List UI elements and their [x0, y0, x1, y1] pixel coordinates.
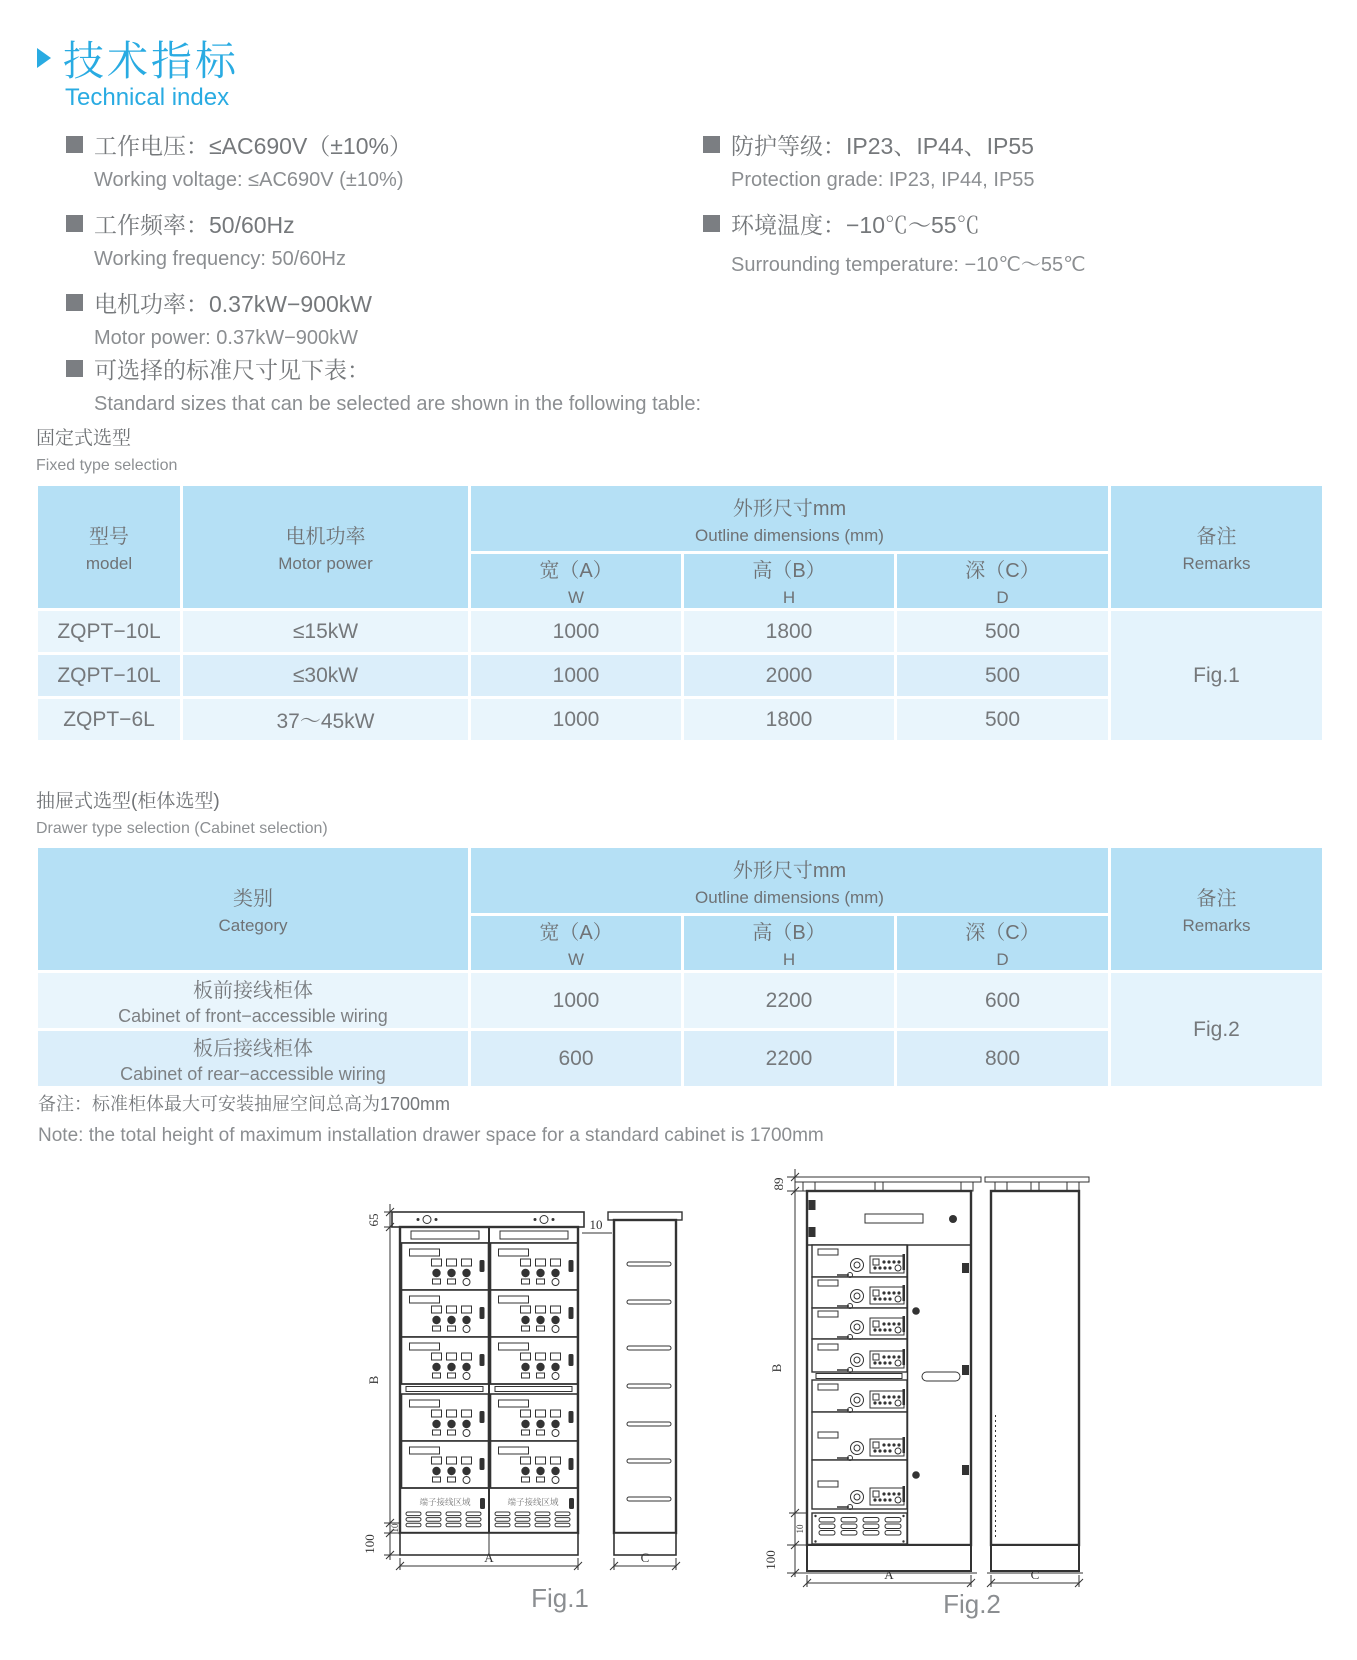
fig2-dim-width: A: [884, 1567, 894, 1582]
cell-height: 1800: [683, 610, 896, 654]
spec-zh-text: 防护等级：IP23、IP44、IP55: [731, 132, 1034, 159]
cell-width: 1000: [470, 698, 683, 742]
footnote: [38, 1090, 824, 1147]
cell-category: 板后接线柜体 Cabinet of rear−accessible wiring: [37, 1030, 470, 1088]
fig2-caption: Fig.2: [943, 1589, 1001, 1619]
table-row: [37, 972, 1324, 1030]
section-label-zh: 抽屉式选型(柜体选型): [36, 791, 220, 812]
fig1-dim-cap: 65: [366, 1213, 381, 1227]
col-header-height: 高（B） H: [683, 915, 896, 972]
section-label-zh: 固定式选型: [36, 428, 132, 449]
spec-item-temperature: [703, 207, 1333, 277]
col-header-model: 型号 model: [37, 485, 182, 610]
cell-depth: 600: [896, 972, 1110, 1030]
fig1-side-view: [608, 1212, 682, 1555]
spec-en-text: Working voltage: ≤AC690V (±10%): [94, 169, 404, 191]
spec-zh-text: 工作电压：≤AC690V（±10%）: [94, 132, 412, 159]
fig2-side-view: [985, 1177, 1089, 1573]
section-arrow-icon: [37, 48, 51, 68]
fig1-terminal-label: 端子接线区域: [419, 1497, 471, 1507]
cell-depth: 500: [896, 610, 1110, 654]
square-bullet-icon: [703, 136, 720, 153]
spec-item-voltage: [66, 128, 686, 192]
col-header-remarks: 备注 Remarks: [1110, 485, 1324, 610]
fig1-dim-top-right: 10: [589, 1217, 603, 1232]
spec-list-right: [703, 128, 1333, 292]
col-header-height: 高（B） H: [683, 553, 896, 610]
fig1-front-view: [392, 1212, 584, 1555]
col-header-dimensions: 外形尺寸mm Outline dimensions (mm): [470, 485, 1110, 553]
section-label-en: Drawer type selection (Cabinet selection): [36, 820, 328, 837]
square-bullet-icon: [66, 215, 83, 232]
spec-en-text: Working frequency: 50/60Hz: [94, 248, 346, 270]
fig2-drawing: [715, 1115, 1095, 1593]
fig2-front-view: [795, 1177, 981, 1573]
fixed-table-section-label: [36, 423, 177, 475]
square-bullet-icon: [66, 294, 83, 311]
footnote-zh: 备注：标准柜体最大可安装抽屉空间总高为1700mm: [38, 1094, 451, 1114]
cell-depth: 500: [896, 654, 1110, 698]
spec-zh-text: 电机功率：0.37kW−900kW: [94, 290, 372, 317]
cell-model: ZQPT−10L: [37, 654, 182, 698]
sizes-note-zh: 可选择的标准尺寸见下表：: [94, 356, 370, 383]
drawer-table-section-label: [36, 786, 328, 838]
fig1-dim-depth: C: [640, 1550, 650, 1565]
fig2-dim-cap: 89: [771, 1177, 786, 1191]
fig1-dim-height: B: [366, 1375, 381, 1385]
spec-en-text: Surrounding temperature: −10℃～55℃: [731, 254, 1086, 276]
fig2-dim-base: 100: [763, 1550, 778, 1570]
cell-height: 2000: [683, 654, 896, 698]
col-header-power: 电机功率 Motor power: [182, 485, 470, 610]
fig1-dim-width: A: [484, 1550, 494, 1565]
fig1-dim-base: 100: [362, 1534, 377, 1554]
spec-item-motor-power: [66, 286, 686, 350]
cell-power: ≤30kW: [182, 654, 470, 698]
cell-power: ≤15kW: [182, 610, 470, 654]
page-title-en: Technical index: [65, 84, 230, 111]
fig1-drawing: [330, 1198, 690, 1583]
fig1-caption: Fig.1: [531, 1583, 589, 1613]
section-label-en: Fixed type selection: [36, 457, 178, 474]
spec-list-left: [66, 128, 686, 365]
footnote-en: Note: the total height of maximum installation drawer space for a standard cabinet is 1700mm: [38, 1125, 824, 1146]
col-header-width: 宽（A） W: [470, 915, 683, 972]
fig1-terminal-label: 端子接线区域: [507, 1497, 559, 1507]
col-header-remarks: 备注 Remarks: [1110, 847, 1324, 972]
cell-model: ZQPT−10L: [37, 610, 182, 654]
sizes-note-en: Standard sizes that can be selected are shown in the following table:: [94, 393, 702, 415]
cell-width: 600: [470, 1030, 683, 1088]
fig1-dim-small: 10: [390, 1523, 400, 1533]
fig2-dim-height: B: [769, 1363, 784, 1373]
cell-depth: 800: [896, 1030, 1110, 1088]
cell-remarks: Fig.2: [1110, 972, 1324, 1088]
spec-item-protection: [703, 128, 1333, 192]
square-bullet-icon: [66, 136, 83, 153]
cell-height: 2200: [683, 972, 896, 1030]
fig2-dim-small: 10: [795, 1524, 805, 1534]
cell-depth: 500: [896, 698, 1110, 742]
col-header-dimensions: 外形尺寸mm Outline dimensions (mm): [470, 847, 1110, 915]
cell-power: 37～45kW: [182, 698, 470, 742]
col-header-depth: 深（C） D: [896, 915, 1110, 972]
page-title-zh: 技术指标: [63, 38, 239, 84]
spec-zh-text: 环境温度：−10℃～55℃: [731, 211, 980, 238]
fig2-dim-depth: C: [1030, 1567, 1040, 1582]
cell-category: 板前接线柜体 Cabinet of front−accessible wiring: [37, 972, 470, 1030]
cell-width: 1000: [470, 654, 683, 698]
cell-remarks: Fig.1: [1110, 610, 1324, 742]
col-header-category: 类别 Category: [37, 847, 470, 972]
spec-item-frequency: [66, 207, 686, 271]
cell-height: 2200: [683, 1030, 896, 1088]
cell-width: 1000: [470, 972, 683, 1030]
spec-en-text: Protection grade: IP23, IP44, IP55: [731, 169, 1035, 191]
spec-zh-text: 工作频率：50/60Hz: [94, 211, 295, 238]
square-bullet-icon: [703, 215, 720, 232]
drawer-type-table: [35, 845, 1325, 1089]
cell-width: 1000: [470, 610, 683, 654]
fixed-type-table: [35, 483, 1325, 743]
col-header-depth: 深（C） D: [896, 553, 1110, 610]
cell-model: ZQPT−6L: [37, 698, 182, 742]
square-bullet-icon: [66, 360, 83, 377]
cell-height: 1800: [683, 698, 896, 742]
spec-en-text: Motor power: 0.37kW−900kW: [94, 327, 358, 349]
sizes-note: [66, 352, 966, 431]
table-row: [37, 610, 1324, 654]
col-header-width: 宽（A） W: [470, 553, 683, 610]
